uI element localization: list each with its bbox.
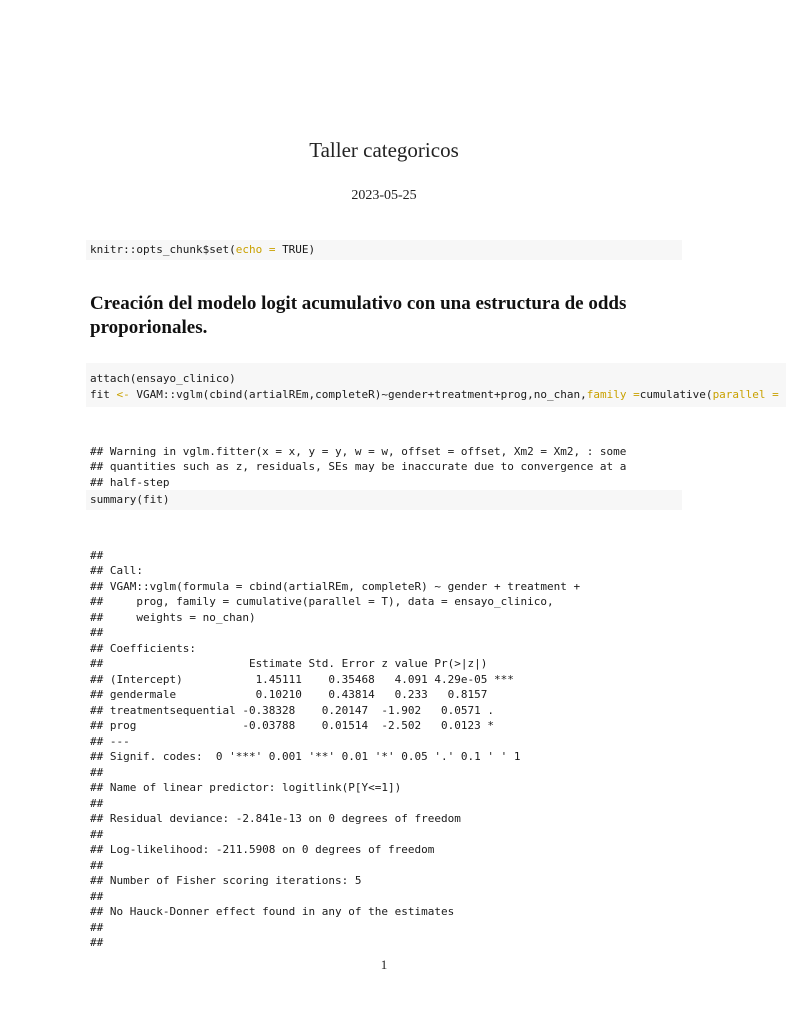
output-line: ## Warning in vglm.fitter(x = x, y = y, w = w, offset = offset, Xm2 = Xm2, : some	[90, 444, 627, 458]
output-line: ## treatmentsequential -0.38328 0.20147 -1.902 0.0571 .	[90, 703, 494, 717]
output-line: ## Signif. codes: 0 '***' 0.001 '**' 0.01 '*' 0.05 '.' 0.1 ' ' 1	[90, 750, 521, 763]
code-chunk-summary	[86, 490, 682, 510]
output-line: ## prog, family = cumulative(parallel = T), data = ensayo_clinico,	[90, 595, 554, 608]
output-line: ##	[90, 796, 104, 810]
output-line: ## ---	[90, 734, 130, 748]
code-chunk-opts	[86, 240, 682, 260]
code-text: VGAM::vglm(cbind(artialREm,completeR)~gender+treatment+prog,no_chan,	[129, 387, 587, 401]
output-line: ##	[90, 626, 104, 639]
output-line: ## VGAM::vglm(formula = cbind(artialREm, completeR) ~ gender + treatment +	[90, 579, 581, 593]
output-line: ## quantities such as z, residuals, SEs may be inaccurate due to convergence at a	[90, 460, 627, 473]
output-line: ## Name of linear predictor: logitlink(P[Y<=1])	[90, 781, 402, 794]
output-line: ## prog -0.03788 0.01514 -2.502 0.0123 *	[90, 719, 494, 732]
output-line: ## Call:	[90, 564, 143, 577]
output-line: ## half-step	[90, 475, 170, 489]
warning-output	[90, 428, 626, 490]
code-operator: <-	[116, 387, 130, 401]
output-line: ##	[90, 936, 104, 949]
code-text: knitr::opts_chunk$set(	[90, 243, 236, 256]
code-text: cumulative(	[639, 387, 713, 401]
output-line: ## Estimate Std. Error z value Pr(>|z|)	[90, 657, 488, 670]
code-line	[90, 387, 782, 403]
section-heading: Creación del modelo logit acumulativo con una estructura de odds proporionales.	[90, 293, 627, 338]
code-text: summary(fit)	[90, 493, 170, 506]
code-keyword: parallel =	[712, 387, 779, 401]
document-title: Taller categoricos	[309, 138, 459, 162]
page-number: 1	[380, 957, 388, 972]
output-line: ##	[90, 548, 104, 562]
output-line: ##	[90, 858, 104, 872]
output-line: ## weights = no_chan)	[90, 610, 256, 624]
output-line: ## Coefficients:	[90, 641, 196, 655]
code-keyword: family =	[586, 387, 640, 401]
code-text: fit	[90, 387, 117, 401]
output-line: ## gendermale 0.10210 0.43814 0.233 0.8157	[90, 688, 488, 701]
output-line: ## Number of Fisher scoring iterations: 5	[90, 874, 362, 887]
code-line: attach(ensayo_clinico)	[90, 372, 236, 385]
code-text: TRUE)	[282, 243, 316, 256]
code-chunk-fit	[86, 363, 786, 407]
output-line: ## Log-likelihood: -211.5908 on 0 degrees of freedom	[90, 843, 435, 856]
output-line: ##	[90, 765, 104, 779]
output-line: ##	[90, 889, 104, 903]
output-line: ##	[90, 920, 104, 934]
document-date: 2023-05-25	[351, 188, 417, 203]
code-keyword: echo =	[235, 243, 283, 256]
output-line: ##	[90, 827, 104, 841]
output-line: ## Residual deviance: -2.841e-13 on 0 degrees of freedom	[90, 812, 461, 825]
output-line: ## (Intercept) 1.45111 0.35468 4.091 4.29e-05 ***	[90, 672, 514, 686]
summary-output	[90, 532, 580, 951]
output-line: ## No Hauck-Donner effect found in any of the estimates	[90, 905, 455, 918]
